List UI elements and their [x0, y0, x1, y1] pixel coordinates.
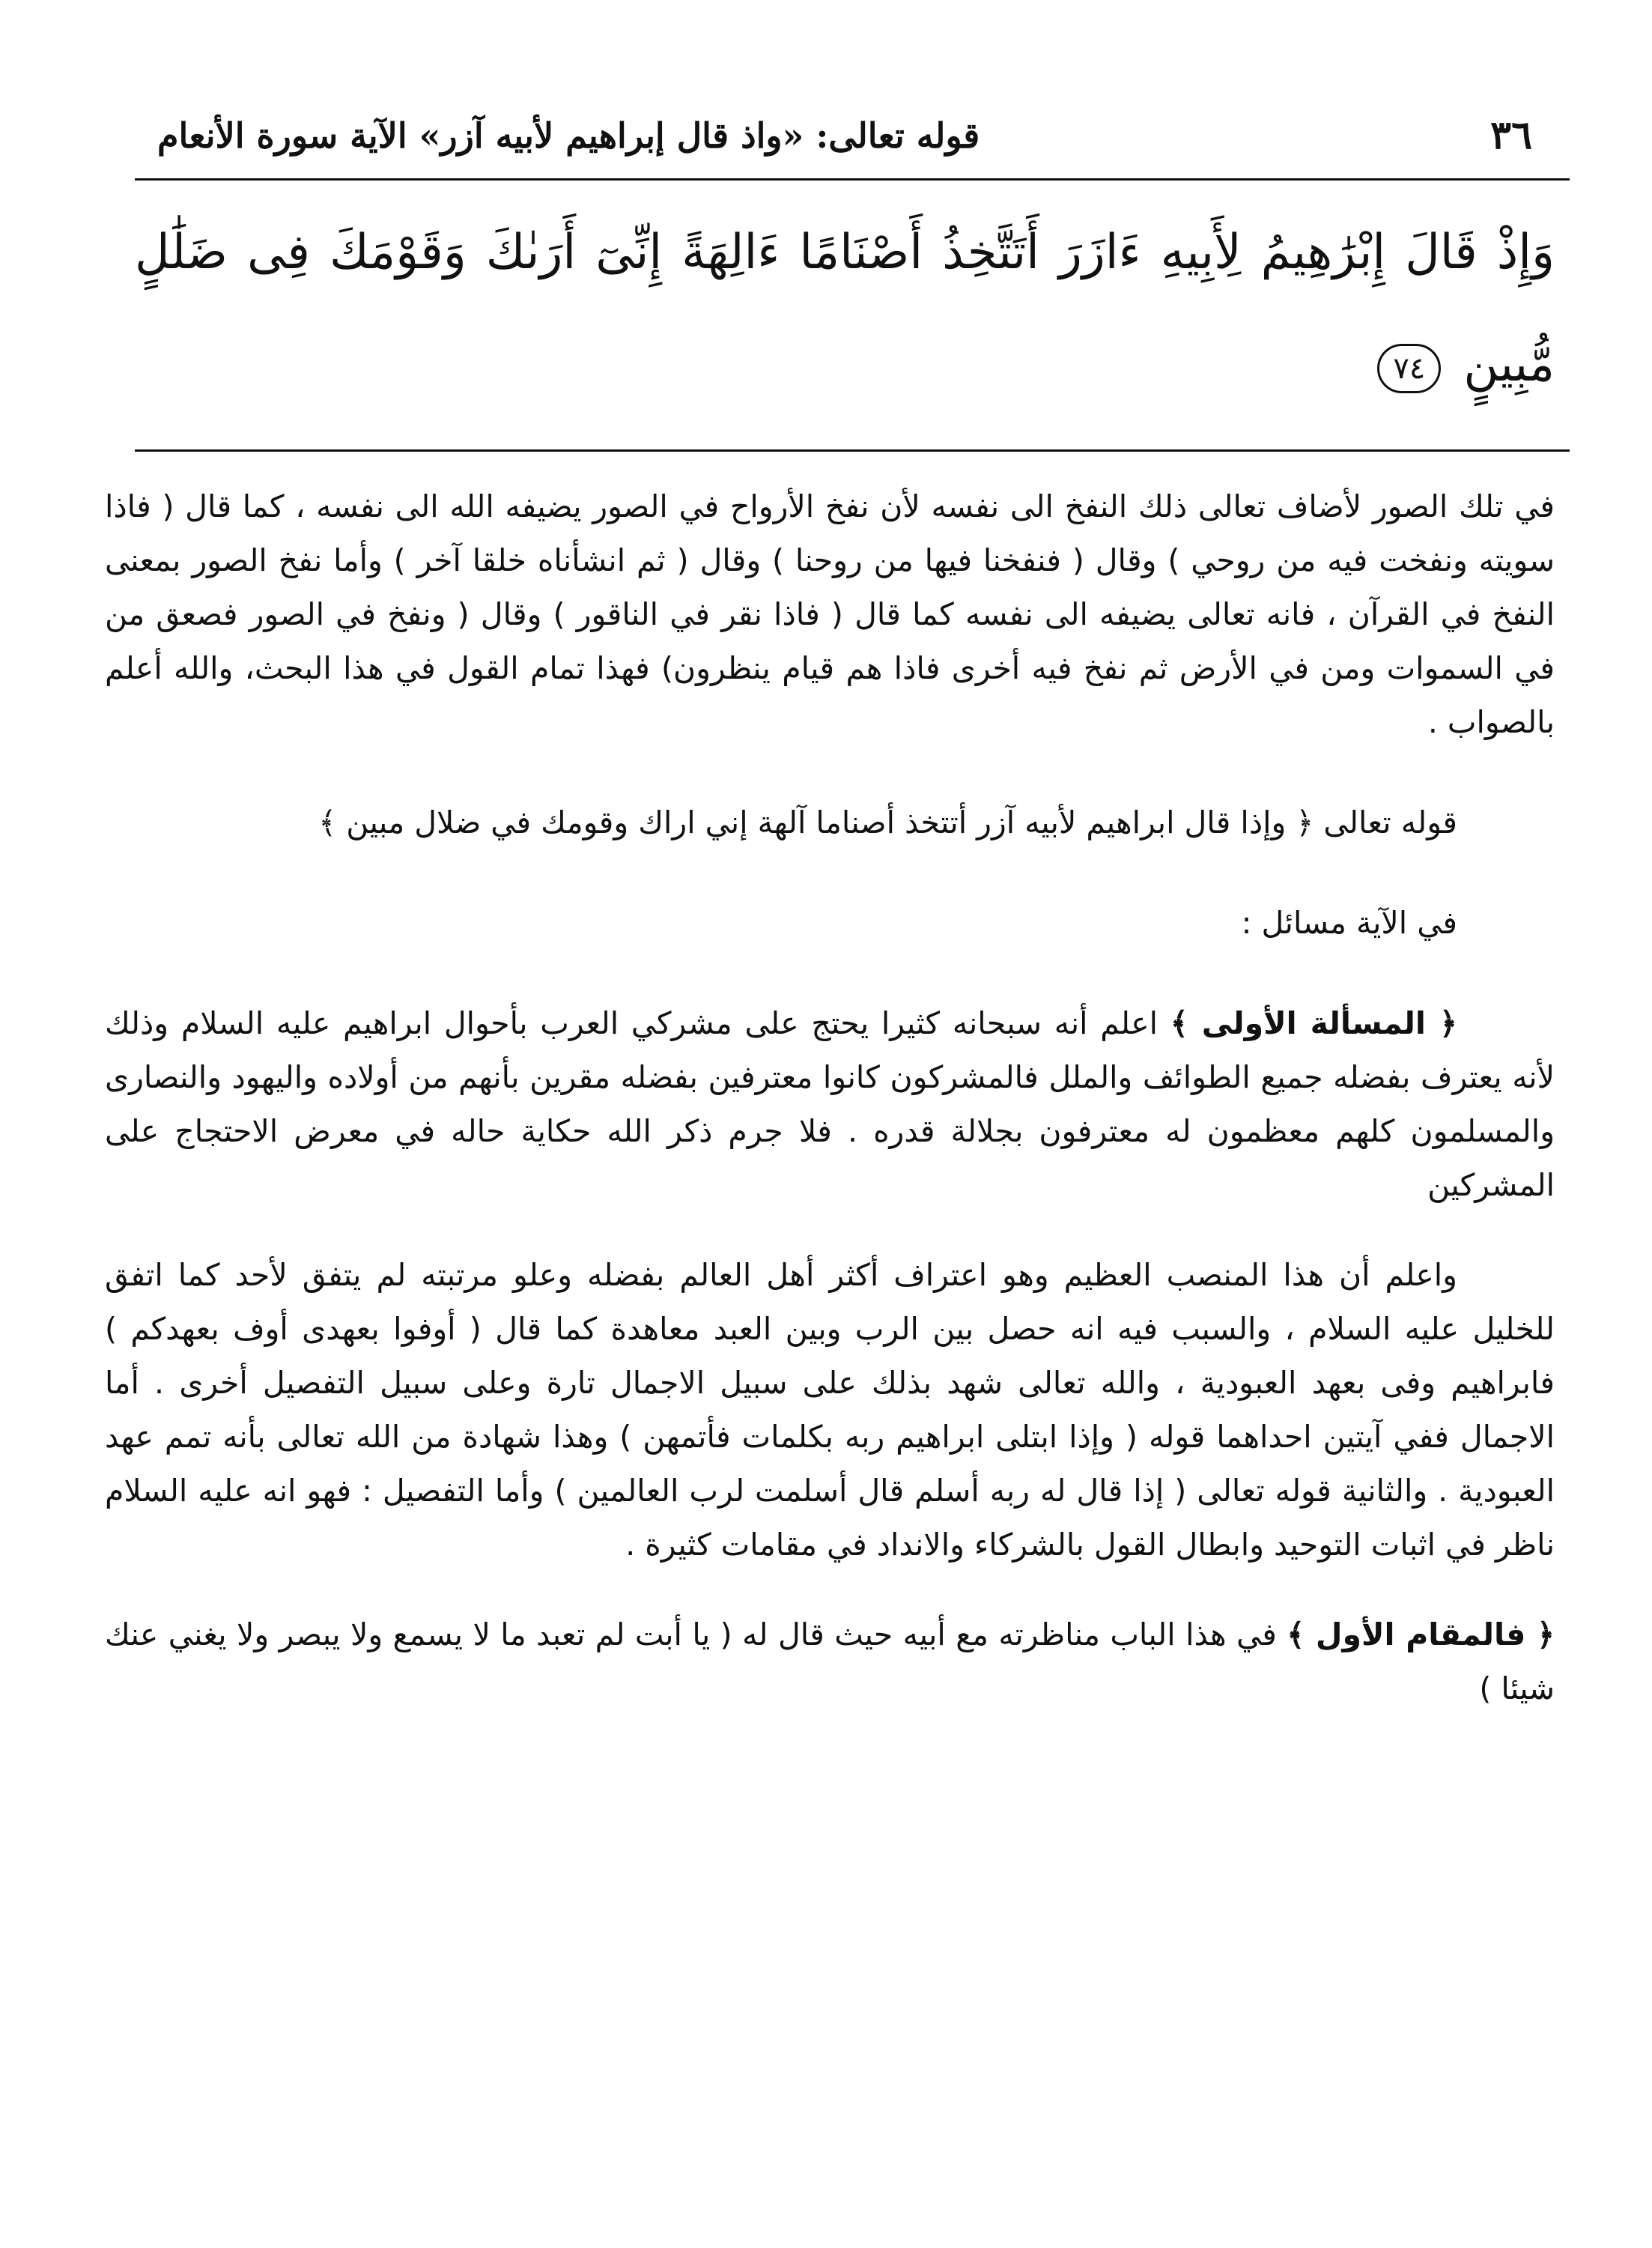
paragraph-station-1 [105, 1608, 1555, 1715]
verse-rule [135, 449, 1570, 452]
running-title: قوله تعالى: «واذ قال إبراهيم لأبيه آزر» الآية سورة الأنعام [157, 115, 980, 156]
header-rule [135, 178, 1570, 181]
paragraph-1: في تلك الصور لأضاف تعالى ذلك النفخ الى نفسه لأن نفخ الأرواح في الصور يضيفه الله الى نفسه ، كما قال ( فاذا سويته ونفخت فيه من روحي ) وقال ( فنفخنا فيها من روحنا ) وقال ( ثم انشأناه خلقا آخر ) وأما نفخ الصور بمعنى النفخ في القرآن ، فانه تعالى يضيفه الى نفسه كما قال ( فاذا نقر في الناقور ) وقال ( ونفخ في الصور فصعق من في السموات ومن في الأرض ثم نفخ فيه أخرى فاذا هم قيام ينظرون) فهذا تمام القول في هذا البحث، والله أعلم بالصواب . [105, 488, 1555, 740]
page-number: ٣٦ [1490, 112, 1532, 158]
station-1-heading: ﴿ فالمقام الأول ﴾ [1287, 1617, 1555, 1652]
ayah-number-marker: ٧٤ [1377, 344, 1441, 393]
quran-verse-block [135, 196, 1555, 421]
paragraph-issue-1 [105, 996, 1555, 1212]
station-1-text: في هذا الباب مناظرته مع أبيه حيث قال له ( يا أبت لم تعبد ما لا يسمع ولا يبصر ولا يغني عنك شيئا ) [105, 1617, 1555, 1706]
paragraph-issues-intro: في الآية مسائل : [1241, 905, 1457, 941]
running-header [157, 112, 1532, 172]
body-text [105, 479, 1555, 1715]
paragraph-verse-quote: قوله تعالى ﴿ وإذا قال ابراهيم لأبيه آزر أتتخذ أصناما آلهة إني اراك وقومك في ضلال مبين ﴾ [318, 805, 1457, 840]
issue-1-heading: ﴿ المسألة الأولى ﴾ [1170, 1005, 1457, 1041]
issue-1-text: اعلم أنه سبحانه كثيرا يحتج على مشركي العرب بأحوال ابراهيم عليه السلام وذلك لأنه يعترف بفضله جميع الطوائف والملل فالمشركون كانوا معترفين بفضله مقرين بأنهم من أولاده واليهود والنصارى والمسلمون كلهم معظمون له معترفون بجلالة قدره . فلا جرم ذكر الله حكاية حاله في معرض الاحتجاج على المشركين [105, 1005, 1555, 1203]
paragraph-5: واعلم أن هذا المنصب العظيم وهو اعتراف أكثر أهل العالم بفضله وعلو مرتبته لم يتفق لأحد كما اتفق للخليل عليه السلام ، والسبب فيه انه حصل بين الرب وبين العبد معاهدة كما قال ( أوفوا بعهدى أوف بعهدكم ) فابراهيم وفى بعهد العبودية ، والله تعالى شهد بذلك على سبيل الاجمال تارة وعلى سبيل التفصيل أخرى . أما الاجمال ففي آيتين احداهما قوله ( وإذا ابتلى ابراهيم ربه بكلمات فأتمهن ) وهذا شهادة من الله تعالى بأنه تمم عهد العبودية . والثانية قوله تعالى ( إذا قال له ربه أسلم قال أسلمت لرب العالمين ) وأما التفصيل : فهو انه عليه السلام ناظر في اثبات التوحيد وابطال القول بالشركاء والانداد في مقامات كثيرة . [105, 1257, 1555, 1563]
verse-text: وَإِذْ قَالَ إِبْرَٰهِيمُ لِأَبِيهِ ءَازَرَ أَتَتَّخِذُ أَصْنَامًا ءَالِهَةً إِنِّىٓ أَرَىٰكَ وَقَوْمَكَ فِى ضَلَٰلٍ مُّبِينٍ [135, 225, 1555, 393]
